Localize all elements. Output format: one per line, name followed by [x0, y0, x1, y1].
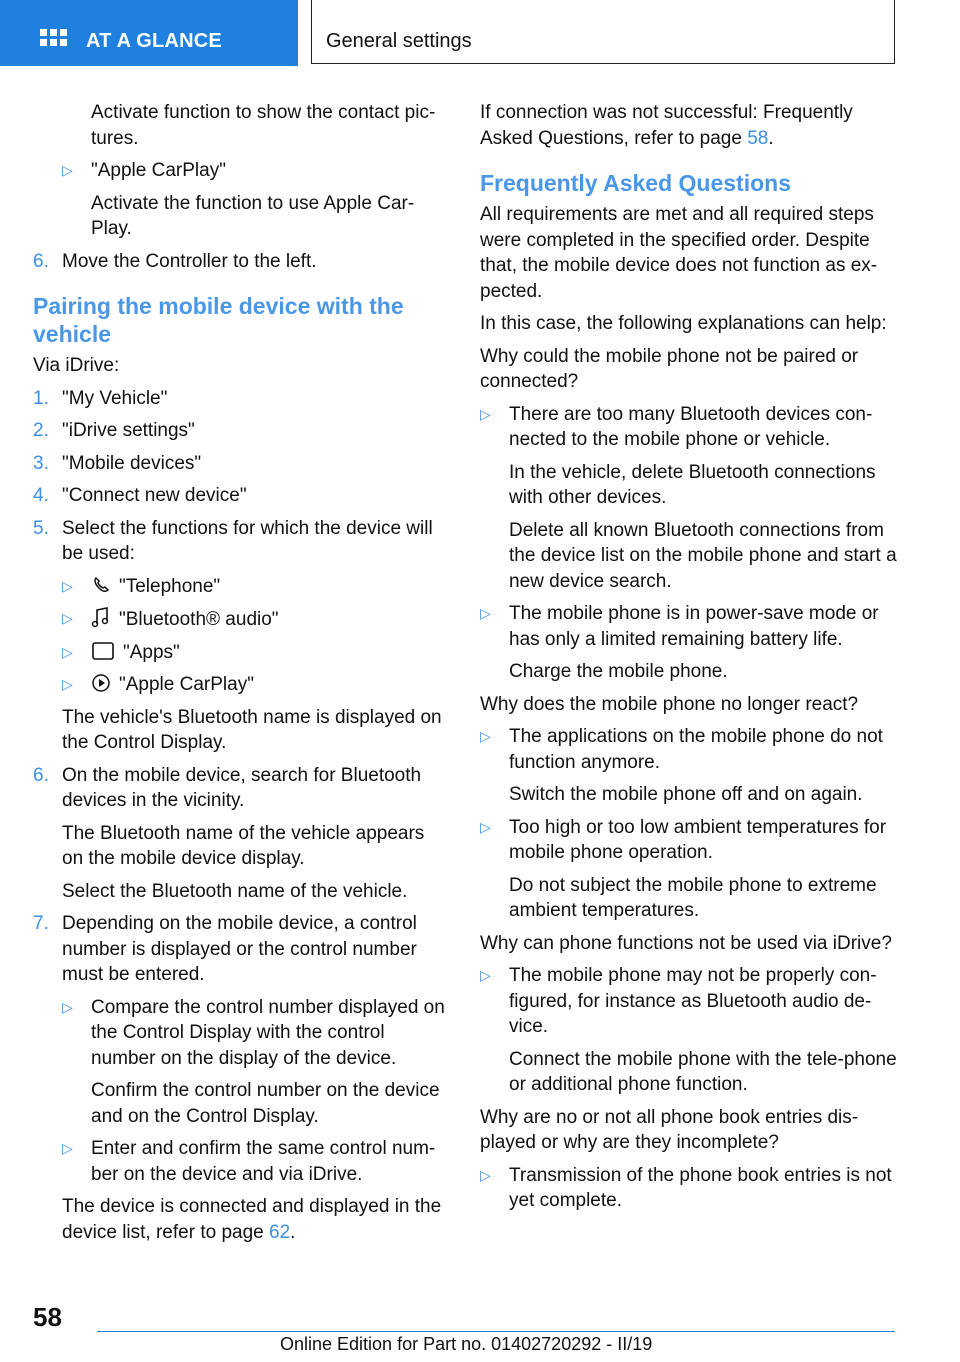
- paragraph: Connect the mobile phone with the tele-phone or additional phone function.: [509, 1048, 897, 1095]
- list-item: ▷ Compare the control number displayed on the Control Display with the control number on the display of the device.: [62, 996, 445, 1069]
- list-item: ▷ The applications on the mobile phone do not function anymore.: [480, 726, 883, 773]
- question: Why does the mobile phone no longer react?: [480, 693, 859, 715]
- list-item: ▷ There are too many Bluetooth devices con-nected to the mobile phone or vehicle.: [480, 403, 873, 450]
- bullet-icon: ▷: [62, 676, 73, 692]
- bullet-icon: ▷: [62, 1140, 73, 1156]
- list-item: ▷ Enter and confirm the same control num-ber on the device and via iDrive.: [62, 1138, 436, 1185]
- edition-footer: Online Edition for Part no. 01402720292 - II/19: [280, 1334, 653, 1354]
- paragraph: Select the Bluetooth name of the vehicle.: [62, 880, 408, 902]
- paragraph: The device is connected and displayed in the device list, refer to page 62.: [62, 1196, 442, 1243]
- at-a-glance-tab[interactable]: [0, 0, 298, 66]
- bullet-icon: ▷: [62, 610, 73, 626]
- left-column: [33, 100, 448, 1252]
- bullet-icon: ▷: [62, 998, 73, 1015]
- tab-label: AT A GLANCE: [86, 30, 222, 52]
- page-header: [0, 0, 960, 66]
- bullet-icon: ▷: [480, 818, 491, 835]
- question: Why can phone functions not be used via iDrive?: [480, 932, 892, 954]
- list-item: 3. "Mobile devices": [33, 452, 202, 474]
- paragraph: Do not subject the mobile phone to extreme ambient temperatures.: [509, 874, 877, 921]
- bullet-icon: ▷: [480, 1166, 491, 1183]
- list-item: ▷ "Apps": [62, 640, 448, 666]
- bullet-icon: ▷: [480, 605, 491, 621]
- page-link[interactable]: 58: [747, 127, 769, 149]
- footer-divider: [97, 1331, 895, 1332]
- bullet-icon: ▷: [62, 577, 73, 594]
- music-note-icon: [91, 606, 111, 628]
- paragraph: In the vehicle, delete Bluetooth connections with other devices.: [509, 461, 876, 508]
- question: Why could the mobile phone not be paired or connected?: [480, 345, 859, 392]
- list-item: ▷ Transmission of the phone book entries is not yet complete.: [480, 1164, 892, 1211]
- section-heading: Pairing the mobile device with the vehicle: [33, 293, 404, 347]
- apps-icon: [91, 641, 115, 661]
- list-item: 7. Depending on the mobile device, a control number is displayed or the control number must be entered.: [33, 913, 417, 985]
- paragraph: If connection was not successful: Frequently Asked Questions, refer to page 58.: [480, 102, 853, 149]
- paragraph: Switch the mobile phone off and on again.: [509, 784, 863, 805]
- paragraph: All requirements are met and all required steps were completed in the specified order. Despite that, the mobile device does not function as ex-pected.: [480, 204, 878, 302]
- list-item: 4. "Connect new device": [33, 485, 247, 506]
- section-heading: Frequently Asked Questions: [480, 170, 791, 196]
- paragraph: Activate function to show the contact pic-tures.: [91, 102, 436, 149]
- phone-icon: [91, 575, 111, 595]
- bullet-icon: ▷: [62, 162, 73, 178]
- list-item: ▷ The mobile phone is in power-save mode or has only a limited remaining battery life.: [480, 603, 879, 650]
- list-item: 6. On the mobile device, search for Bluetooth devices in the vicinity.: [33, 764, 422, 811]
- paragraph: Delete all known Bluetooth connections from the device list on the mobile phone and start a new device search.: [509, 519, 897, 592]
- page-number: 58: [33, 1302, 62, 1332]
- bullet-icon: ▷: [62, 643, 73, 660]
- bullet-icon: ▷: [480, 967, 491, 983]
- grid-icon: [40, 29, 68, 53]
- paragraph: The Bluetooth name of the vehicle appears on the mobile device display.: [62, 822, 425, 869]
- paragraph: Charge the mobile phone.: [509, 661, 728, 682]
- list-item: ▷ "Apple CarPlay": [62, 158, 448, 184]
- question: Why are no or not all phone book entries dis-played or why are they incomplete?: [480, 1106, 859, 1153]
- list-item: ▷ "Bluetooth® audio": [62, 606, 448, 633]
- list-item: 6. Move the Controller to the left.: [33, 250, 317, 272]
- bullet-icon: ▷: [480, 405, 491, 422]
- list-item: 1. "My Vehicle": [33, 387, 168, 409]
- paragraph: Confirm the control number on the device and on the Control Display.: [91, 1080, 440, 1127]
- list-item: 2. "iDrive settings": [33, 420, 195, 441]
- bullet-icon: ▷: [480, 728, 491, 744]
- list-item: ▷ The mobile phone may not be properly con-figured, for instance as Bluetooth audio de-vice.: [480, 965, 877, 1037]
- list-item: ▷ "Telephone": [62, 574, 448, 600]
- paragraph: In this case, the following explanations can help:: [480, 313, 887, 334]
- paragraph: Via iDrive:: [33, 355, 120, 376]
- right-column: [480, 100, 898, 1221]
- section-title: General settings: [326, 30, 472, 52]
- page-link[interactable]: 62: [269, 1221, 291, 1243]
- carplay-icon: [91, 673, 111, 693]
- list-item: ▷ "Apple CarPlay": [62, 672, 448, 698]
- paragraph: Activate the function to use Apple Car-Play.: [91, 192, 415, 239]
- paragraph: The vehicle's Bluetooth name is displayed on the Control Display.: [62, 706, 442, 753]
- list-item: ▷ Too high or too low ambient temperatures for mobile phone operation.: [480, 816, 887, 863]
- list-item: 5. Select the functions for which the device will be used:: [33, 517, 433, 564]
